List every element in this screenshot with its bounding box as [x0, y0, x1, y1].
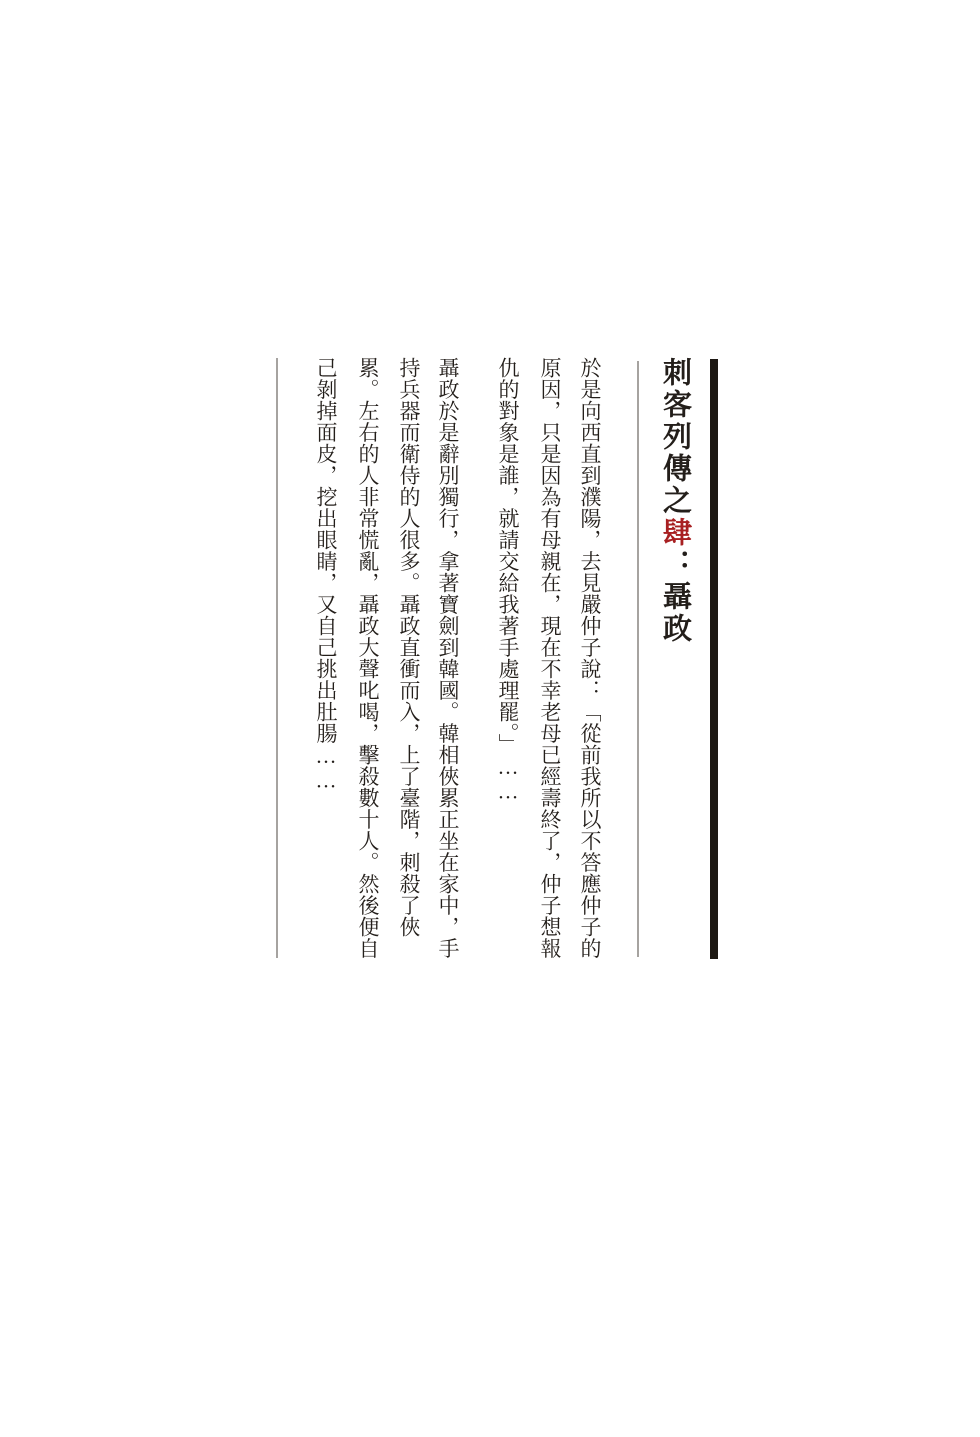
body-column-5: 持兵器而衛侍的人很多。聶政直衝而入，上了臺階，刺殺了俠 — [397, 357, 421, 938]
body-column-6: 累。左右的人非常慌亂，聶政大聲叱喝，擊殺數十人。然後便自 — [356, 357, 380, 959]
title-suffix: ：聶政 — [659, 549, 691, 645]
body-column-1: 於是向西直到濮陽，去見嚴仲子說：「從前我所以不答應仲子的 — [578, 357, 602, 959]
body-column-4: 聶政於是辭別獨行，拿著寶劍到韓國。韓相俠累正坐在家中，手 — [436, 357, 460, 959]
body-column-2: 原因，只是因為有母親在，現在不幸老母已經壽終了，仲子想報 — [538, 357, 562, 959]
body-column-3: 仇的對象是誰，就請交給我著手處理罷。」…… — [496, 357, 520, 804]
title-prefix: 刺客列傳之 — [659, 357, 691, 517]
title-divider-rule — [637, 361, 639, 957]
left-margin-rule — [276, 358, 278, 958]
right-thick-rule — [710, 359, 718, 959]
title-highlight-numeral: 肆 — [659, 517, 691, 549]
body-column-7: 己剝掉面皮，挖出眼睛，又自己挑出肚腸…… — [314, 357, 338, 793]
page-title — [658, 357, 692, 645]
